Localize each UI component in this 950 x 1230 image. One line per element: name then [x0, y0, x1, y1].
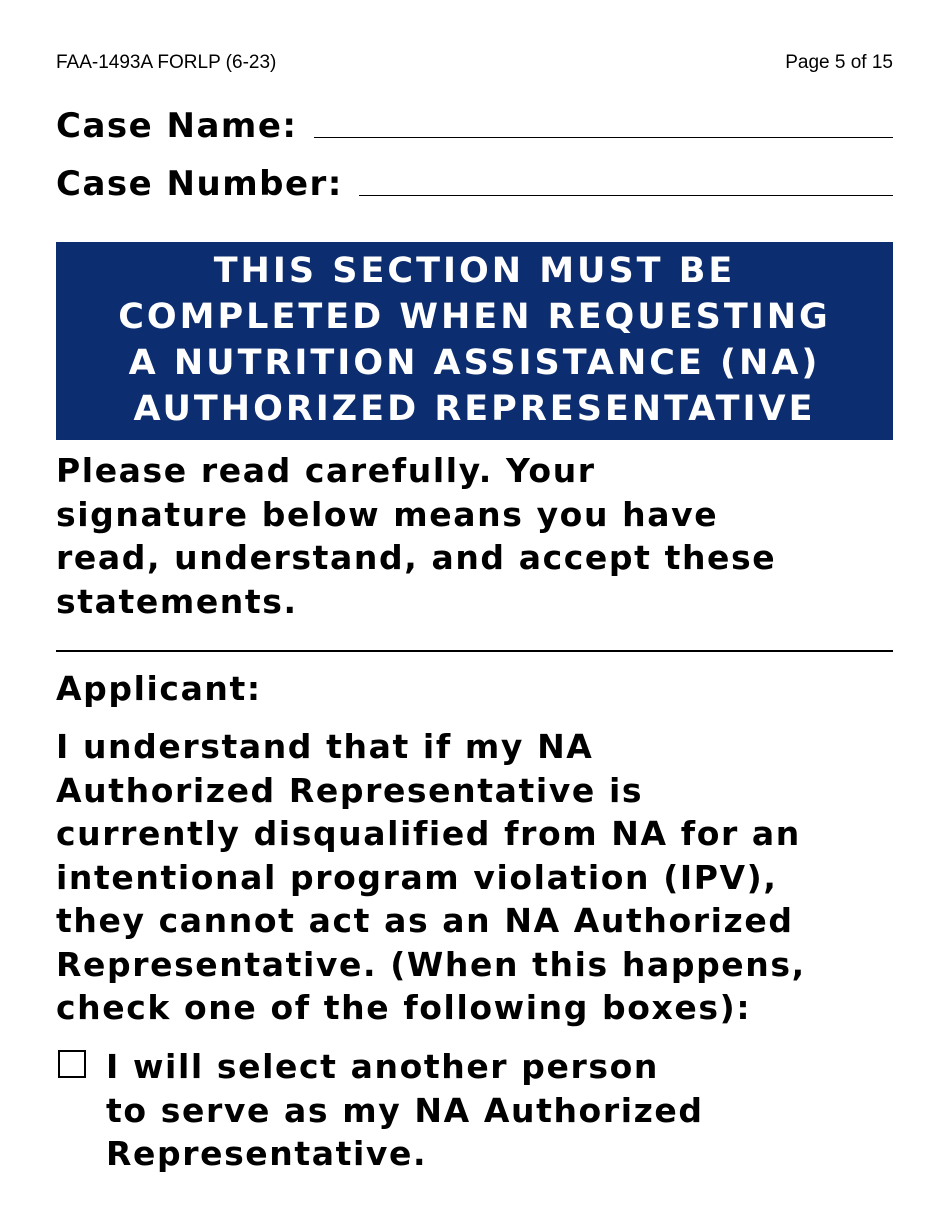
statement-line: intentional program violation (IPV),: [56, 857, 778, 897]
statement-line: Representative. (When this happens,: [56, 944, 806, 984]
section-banner: [56, 242, 893, 440]
form-id: FAA-1493A FORLP (6-23): [56, 52, 277, 73]
intro-line: statements.: [56, 581, 298, 621]
case-number-input[interactable]: [359, 194, 893, 196]
intro-text: [56, 449, 776, 623]
banner-line: AUTHORIZED REPRESENTATIVE: [133, 389, 816, 429]
case-name-input[interactable]: [314, 136, 893, 138]
banner-line: COMPLETED WHEN REQUESTING: [118, 297, 831, 337]
case-name-label: Case Name:: [56, 106, 298, 146]
select-another-person-label: [106, 1045, 704, 1176]
statement-line: they cannot act as an NA Authorized: [56, 901, 794, 940]
statement-line: currently disqualified from NA for an: [56, 814, 801, 853]
page-number: Page 5 of 15: [785, 52, 893, 73]
case-number-field: [56, 164, 893, 204]
divider: [56, 650, 893, 652]
intro-line: signature below means you have: [56, 494, 719, 534]
statement-line: Authorized Representative is: [56, 770, 644, 810]
intro-line: read, understand, and accept these: [56, 538, 777, 577]
select-another-person-checkbox[interactable]: [58, 1050, 86, 1078]
applicant-heading: Applicant:: [56, 669, 262, 708]
statement-line: check one of the following boxes):: [56, 988, 752, 1027]
option-line: Representative.: [106, 1134, 428, 1173]
statement-line: I understand that if my NA: [56, 727, 594, 766]
option-line: I will select another person: [106, 1047, 659, 1086]
banner-line: THIS SECTION MUST BE: [213, 251, 736, 291]
case-number-label: Case Number:: [56, 164, 343, 204]
applicant-statement: [56, 725, 806, 1030]
banner-line: A NUTRITION ASSISTANCE (NA): [128, 343, 821, 383]
option-line: to serve as my NA Authorized: [106, 1090, 704, 1130]
intro-line: Please read carefully. Your: [56, 451, 596, 490]
case-name-field: [56, 106, 893, 146]
